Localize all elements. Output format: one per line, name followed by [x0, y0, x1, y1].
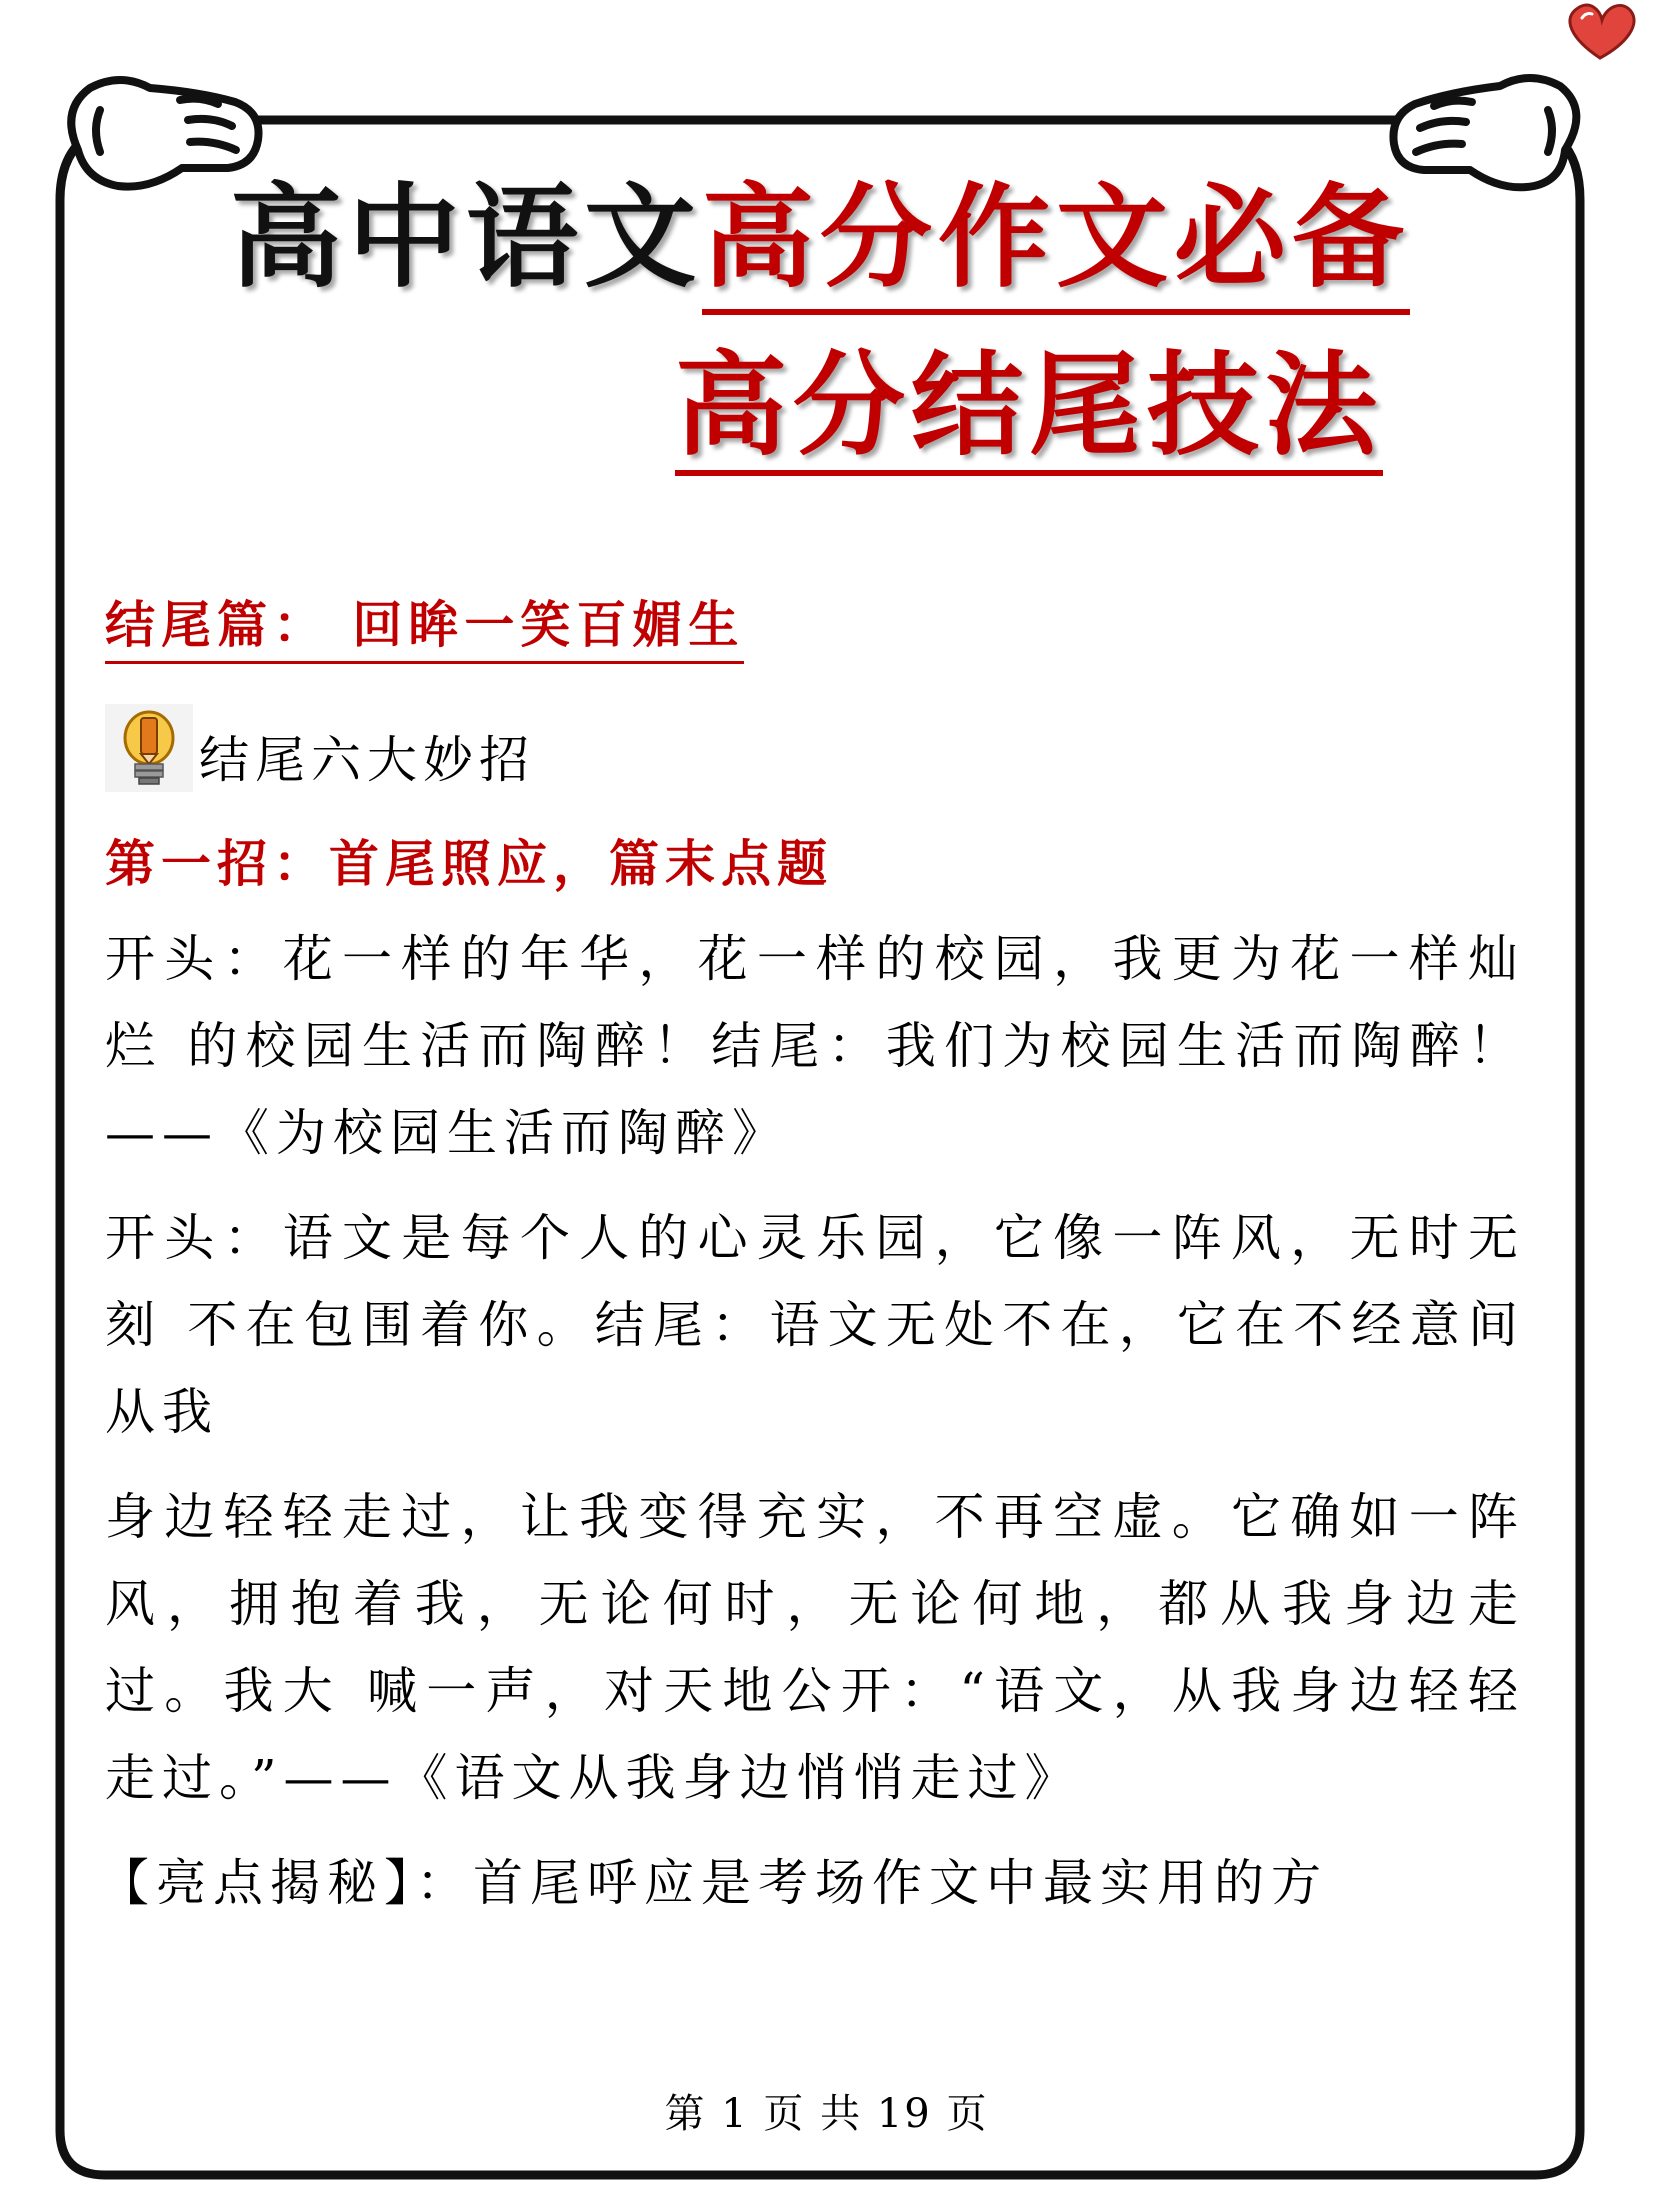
- section-heading: 结尾篇： 回眸一笑百媚生: [105, 585, 744, 664]
- highlight-line: 【亮点揭秘】：首尾呼应是考场作文中最实用的方: [99, 1854, 1328, 1912]
- left-hand-icon: [71, 80, 258, 187]
- paragraph-1: 开头：花一样的年华，花一样的校园，我更为花一样灿烂 的校园生活而陶醉！结尾：我们为校园生活而陶醉！——《为校园生活而陶醉》: [105, 930, 1525, 1162]
- paragraph-3: 身边轻轻走过，让我变得充实，不再空虚。它确如一阵风，拥抱着我，无论何时，无论何地，都从我身边走过。我大 喊一声，对天地公开：“语文，从我身边轻轻走过。”——《语文从我身边悄悄走过》: [105, 1488, 1525, 1807]
- page-footer: 第 1 页 共 19 页: [664, 2091, 989, 2137]
- sub-heading: 结尾六大妙招: [199, 731, 535, 789]
- heart-icon: [1570, 5, 1634, 58]
- page-title: [230, 172, 1410, 303]
- lightbulb-pencil-icon: [105, 704, 193, 792]
- title-red-part: 高分作文必备: [702, 172, 1410, 315]
- right-hand-icon: [1393, 78, 1576, 187]
- title-black-part: 高中语文: [230, 172, 702, 303]
- page-subtitle: 高分结尾技法: [675, 350, 1383, 476]
- paragraph-2: 开头：语文是每个人的心灵乐园，它像一阵风，无时无刻 不在包围着你。结尾：语文无处不在，它在不经意间从我: [105, 1209, 1525, 1441]
- subheading-row: [105, 704, 1525, 792]
- move-heading: 第一招：首尾照应，篇末点题: [105, 834, 833, 893]
- document-body: [99, 585, 1525, 1927]
